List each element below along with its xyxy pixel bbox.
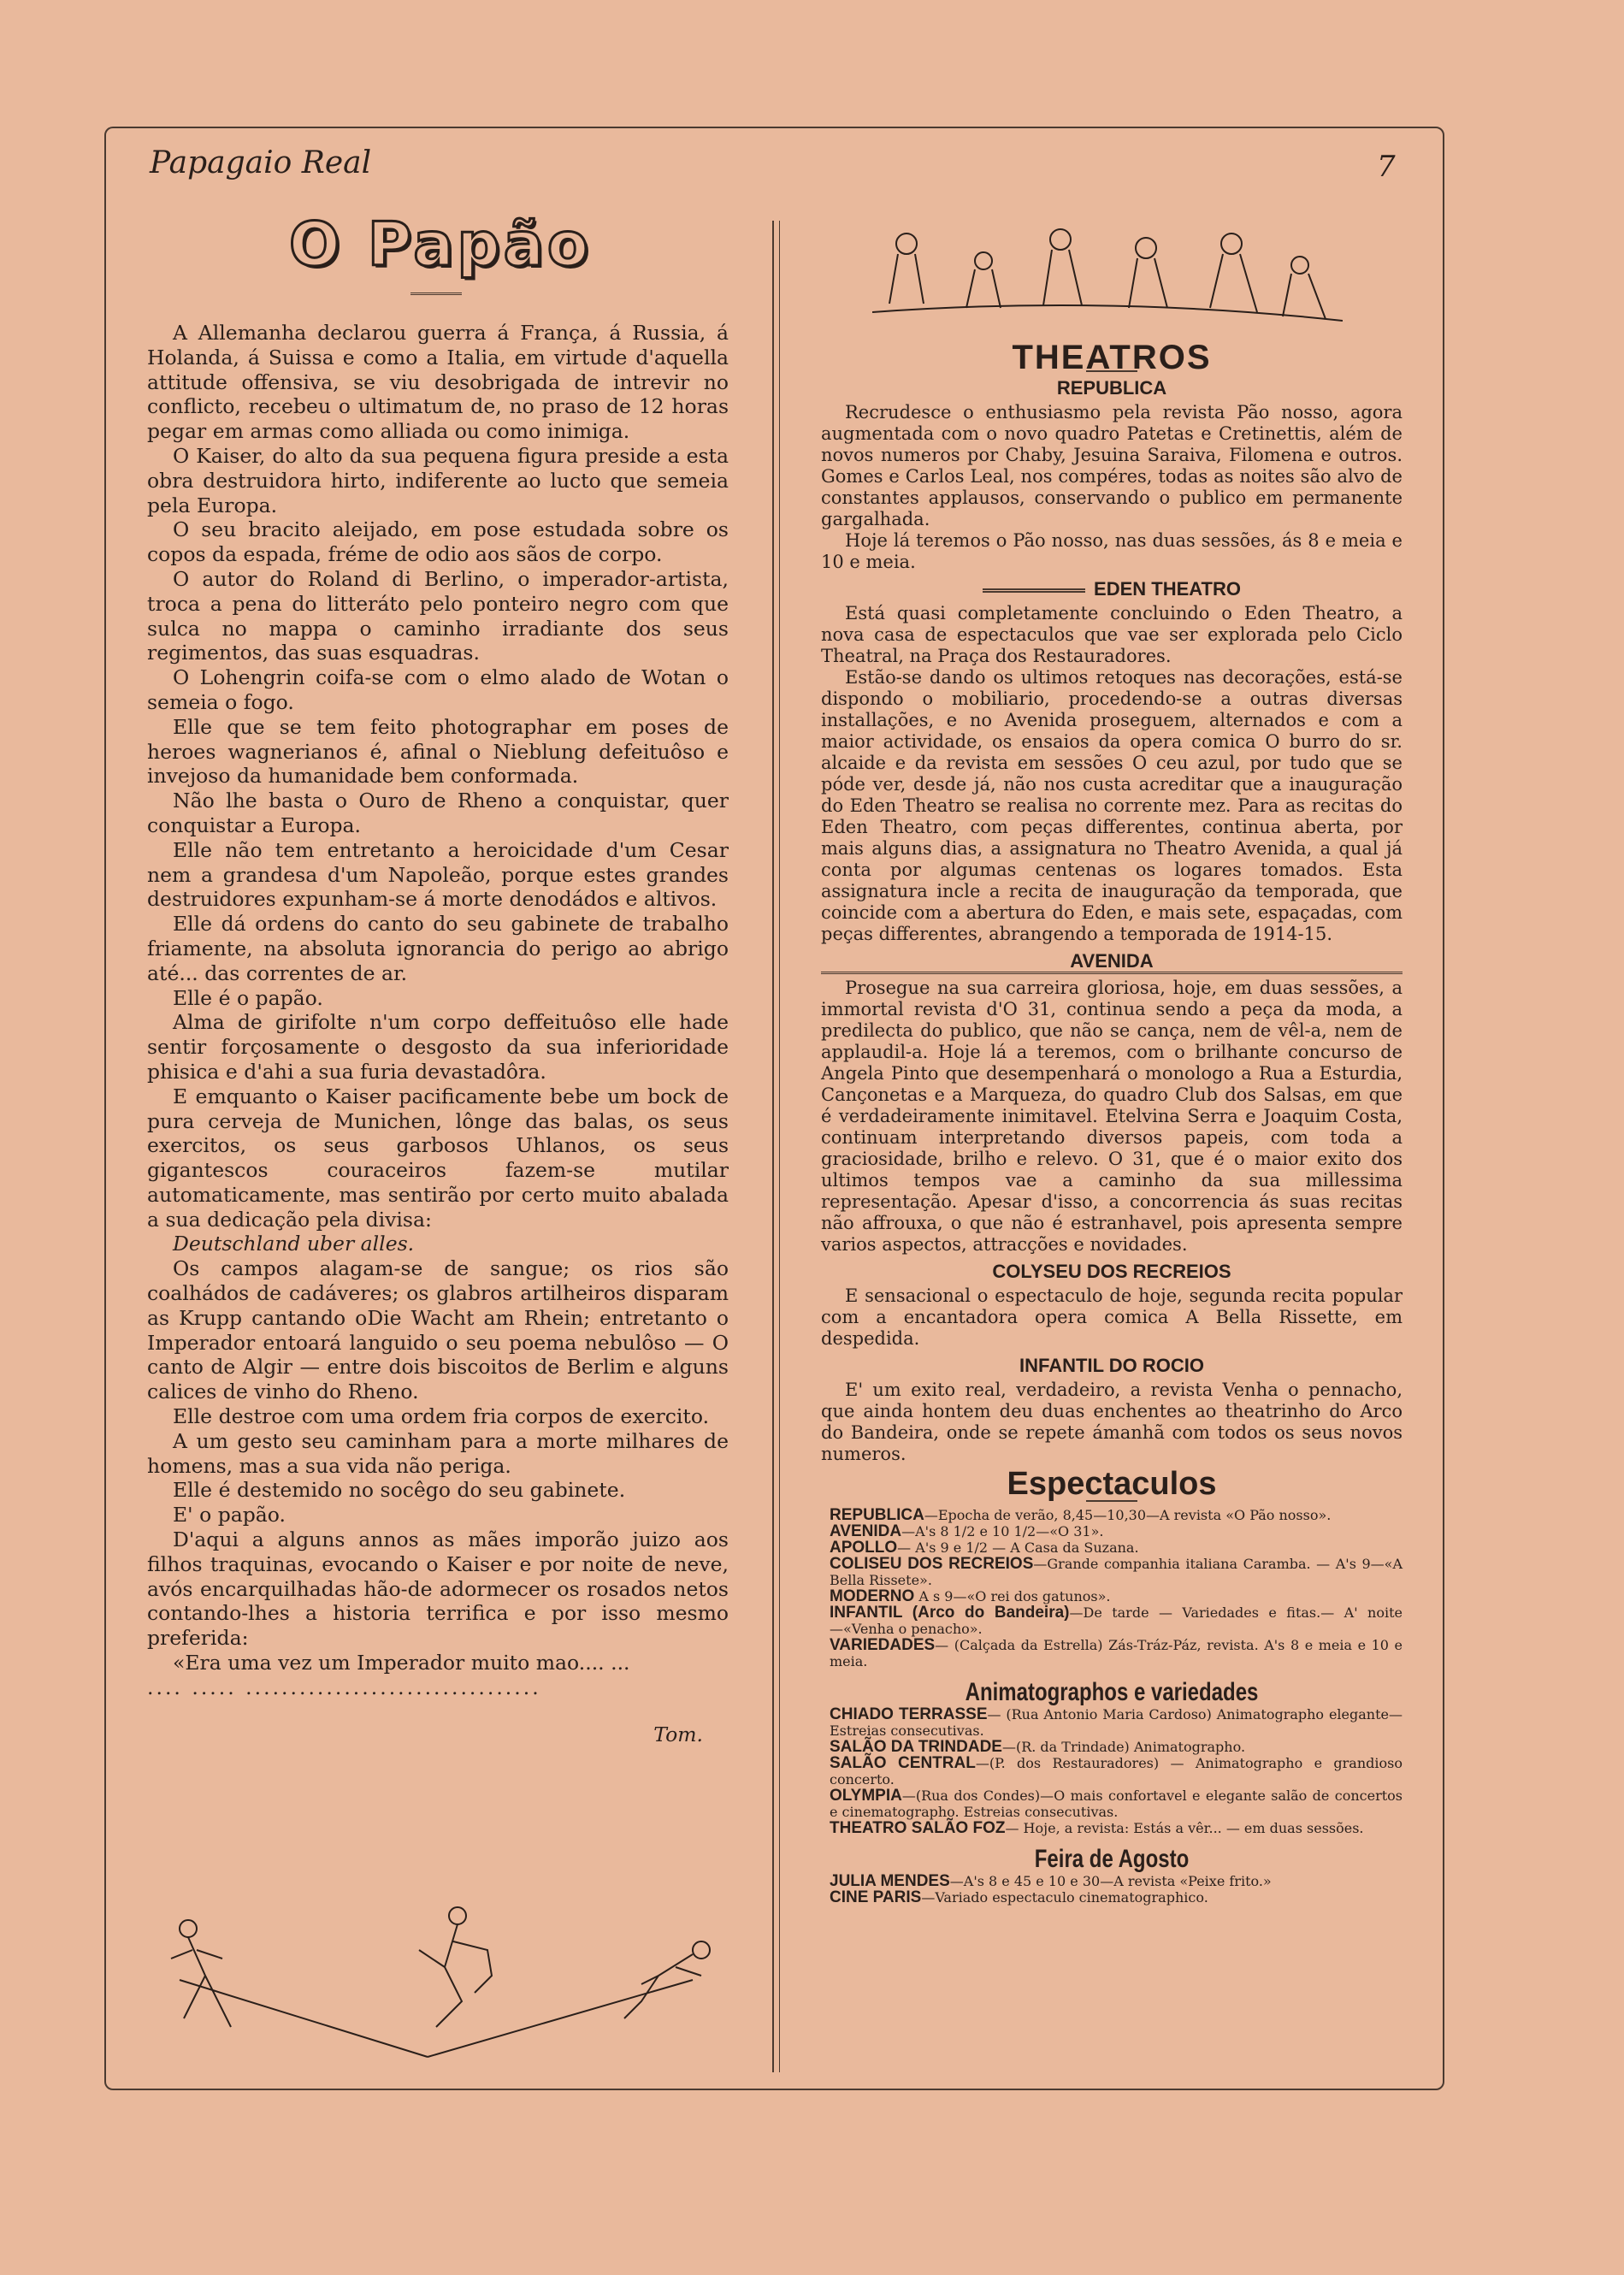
program-item [830, 1507, 1403, 1523]
program-venue: INFANTIL (Arco do Bandeira) [830, 1604, 1070, 1622]
program-item [830, 1523, 1403, 1539]
program-list [821, 1706, 1403, 1836]
program-venue: VARIEDADES [830, 1636, 936, 1654]
figure-center-body [419, 1924, 492, 2027]
program-venue: AVENIDA [830, 1522, 902, 1540]
paragraph: O Kaiser, do alto da sua pequena figura preside a esta obra destruidora hirto, indiferente ao lucto que semeia pela Europa. [147, 443, 729, 517]
program-venue: OLYMPIA [830, 1787, 902, 1805]
paragraph: Elle é destemido no socêgo do seu gabinete. [173, 1478, 626, 1503]
paragraph: D'aqui a alguns annos as mães imporão juizo aos filhos traquinas, evocando o Kaiser e por noite de neve, avós encarquilhadas hão-de adormecer os rosados netos contando-lhes a historia terrifica e por isso mesmo preferida: [147, 1528, 729, 1651]
heading-feira: Feira de Agosto [1034, 1845, 1190, 1873]
author-signature: Tom. [653, 1722, 703, 1746]
program-venue: REPUBLICA [830, 1506, 924, 1524]
figure-right-head [693, 1941, 710, 1959]
title-ornament [410, 292, 462, 295]
paragraph: E' um exito real, verdadeiro, a revista Venha o pennacho, que ainda hontem deu duas enchentes ao theatrinho do Arco do Bandeira, onde se repete ámanhã com todos os seus novos numeros. [821, 1380, 1403, 1464]
program-item [830, 1755, 1403, 1788]
paragraph: Alma de girifolte n'um corpo deffeituôso elle hade sentir forçosamente o desgosto da sua inferioridade phisica e d'ahi a sua furia devastadôra. [147, 1010, 729, 1084]
program-detail: —Variado espectaculo cinematographico. [921, 1889, 1208, 1906]
paragraph: A um gesto seu caminham para a morte milhares de homens, mas a sua vida não periga. [147, 1428, 729, 1478]
paragraph-motto: Deutschland uber alles. [173, 1232, 415, 1256]
article-title: O Papão [289, 210, 592, 280]
figure-left-head [180, 1920, 197, 1937]
program-list [821, 1507, 1403, 1669]
paragraph: Os campos alagam-se de sangue; os rios são coalhádos de cadáveres; os glabros artilheiros disparam as Krupp cantando oDie Wacht am Rhein; entretanto o Imperador entoará languido o seu poema nebulôso — O canto de Algir — entre dois biscoitos de Berlim e alguns calices de vinho do Rheno. [147, 1256, 729, 1404]
program-item [830, 1637, 1403, 1669]
program-detail: —Grande companhia italiana Caramba. — A's 9—«A Bella Rissete». [830, 1556, 1403, 1588]
program-detail: —Epocha de verão, 8,45—10,30—A revista «O Pão nosso». [924, 1507, 1332, 1523]
figure-left-body [171, 1937, 231, 2027]
program-detail: A s 9—«O rei dos gatunos». [918, 1588, 1111, 1604]
paragraph: Recrudesce o enthusiasmo pela revista Pão nosso, agora augmentada com o novo quadro Patetas e Cretinettis, além de novos numeros por Chaby, Jesuina Saraiva, Filomena e outros. Gomes e Carlos Leal, nos compéres, todas as noites são alvo de constantes applausos, conservando o publico em permanente gargalhada. [821, 402, 1403, 529]
page-number: 7 [1377, 150, 1396, 184]
heading-espectaculos: Espectaculos [1007, 1466, 1217, 1502]
paragraph: Hoje lá teremos o Pão nosso, nas duas sessões, ás 8 e meia e 10 e meia. [821, 530, 1403, 572]
paragraph: Está quasi completamente concluindo o Eden Theatro, a nova casa de espectaculos que vae ser explorada pelo Ciclo Theatral, na Praça dos Restauradores. [821, 603, 1403, 666]
caricature-illustration [162, 1899, 727, 2061]
program-item [830, 1588, 1403, 1604]
heading-infantil: INFANTIL DO ROCIO [1019, 1355, 1204, 1376]
program-detail: —(R. da Trindade) Animatographo. [1001, 1739, 1246, 1755]
paragraph: Estão-se dando os ultimos retoques nas decorações, está-se dispondo o mobiliario, procedendo-se a outras diversas installações, e no Avenida proseguem, alternados e com a maior actividade, os ensaios da opera comica O burro do sr. alcaide e da revista em sessões O ceu azul, por tudo que se póde ver, desde já, não nos custa acreditar que a inauguração do Eden Theatro se realisa no corrente mez. Para as recitas do Eden Theatro, com peças differentes, continua aberta, por mais alguns dias, a assignatura no Theatro Avenida, a qual já conta por algumas centenas os logares tomados. Esta assignatura incle a recita de inauguração da temporada, que coincide com a abertura do Eden, e mais sete, espaçadas, com peças differentes, abrangendo a temporada de 1914-15. [821, 667, 1403, 944]
program-detail: —(P. dos Restauradores) — Animatographo e grandioso concerto. [830, 1755, 1403, 1788]
dotted-line: .... ..... ................................. [147, 1675, 541, 1699]
figure-center-head [449, 1907, 466, 1924]
program-detail: — (Calçada da Estrella) Zás-Tráz-Páz, revista. A's 8 e meia e 10 e meia. [830, 1637, 1403, 1669]
program-detail: —De tarde — Variedades e fitas.— A' noite—«Venha o penacho». [830, 1604, 1403, 1637]
program-detail: — Hoje, a revista: Estás a vêr... — em duas sessões. [1005, 1820, 1364, 1836]
paragraph: E sensacional o espectaculo de hoje, segunda recita popular com a encantadora opera comica A Bella Rissette, em despedida. [821, 1285, 1403, 1349]
paragraph: Elle destroe com uma ordem fria corpos de exercito. [173, 1404, 710, 1429]
program-venue: SALÃO DA TRINDADE [830, 1738, 1002, 1756]
paragraph: Não lhe basta o Ouro de Rheno a conquistar, quer conquistar a Europa. [147, 789, 729, 837]
heading-eden [821, 578, 1403, 600]
program-venue: APOLLO [830, 1539, 898, 1557]
program-item [830, 1889, 1403, 1906]
program-detail: —A's 8 e 45 e 10 e 30—A revista «Peixe frito.» [949, 1873, 1272, 1889]
program-item [830, 1873, 1403, 1889]
heading-colyseu: COLYSEU DOS RECREIOS [992, 1261, 1231, 1282]
program-item [830, 1556, 1403, 1588]
program-venue: JULIA MENDES [830, 1872, 950, 1890]
program-venue: CINE PARIS [830, 1888, 922, 1906]
article-body [147, 321, 729, 1746]
heading-animatographos: Animatographos e variedades [965, 1678, 1259, 1706]
program-detail: — (Rua Antonio Maria Cardoso) Animatographo elegante—Estreias consecutivas. [830, 1706, 1403, 1739]
paragraph: Prosegue na sua carreira gloriosa, hoje, em duas sessões, a immortal revista d'O 31, continua sendo a peça da moda, a predilecta do publico, que não se cança, nem de vêl-a, nem de applaudil-a. Hoje lá a teremos, com o brilhante concurso de Angela Pinto que desempenhará o monologo a Rua a Esturdia, Cançonetas e a Marqueza, do quadro Club dos Salsas, em que é verdadeiramente inimitavel. Etelvina Serra e Joaquim Costa, continuam interpretando diversos papeis, com toda a graciosidade, brilho e relevo. O 31, que é o maior exito dos ultimos tempos vae a caminho da sua millessima representação. Apesar d'isso, a concorrencia ás suas recitas não affrouxa, o que não é estranhavel, pois apresenta sempre varios aspectos, attracções e novidades. [821, 978, 1403, 1255]
paragraph: O Lohengrin coifa-se com o elmo alado de Wotan o semeia o fogo. [147, 665, 729, 714]
figure-right-body [624, 1954, 701, 2018]
program-item [830, 1739, 1403, 1755]
heading-eden-label: EDEN THEATRO [1094, 578, 1241, 600]
paragraph: O seu bracito aleijado, em pose estudada sobre os copos da espada, fréme de odio aos sãos de corpo. [147, 517, 729, 567]
paragraph: Elle não tem entretanto a heroicidade d'um Cesar nem a grandesa d'um Napoleão, porque estes grandes destruidores expunham-se á morte denodádos e altivos. [147, 837, 729, 912]
heading-republica: REPUBLICA [1056, 377, 1167, 399]
paragraph: «Era uma vez um Imperador muito mao.... ... [173, 1651, 630, 1675]
magazine-title: Papagaio Real [150, 145, 372, 180]
program-item [830, 1604, 1403, 1637]
program-venue: SALÃO CENTRAL [830, 1754, 976, 1772]
paragraph: O autor do Roland di Berlino, o imperador-artista, troca a pena do litteráto pelo ponteiro negro com que sulca no mappa o caminho irradiante dos seus regimentos, das suas esquadras. [147, 566, 729, 665]
program-item [830, 1539, 1403, 1556]
program-detail: —(Rua dos Condes)—O mais confortavel e elegante salão de concertos e cinematographo. Estreias consecutivas. [830, 1788, 1403, 1820]
program-item [830, 1788, 1403, 1820]
paragraph: E emquanto o Kaiser pacificamente bebe um bock de pura cerveja de Munichen, lônge das balas, os seus exercitos, os seus garbosos Uhlanos, os seus gigantescos couraceiros fazem-se mutilar automaticamente, mas sentirão por certo muito abalada a sua dedicação pela divisa: [147, 1084, 729, 1232]
paragraph: Elle é o papão. [173, 985, 323, 1010]
column-divider [772, 221, 774, 2072]
program-venue: MODERNO [830, 1587, 915, 1605]
paragraph: A Allemanha declarou guerra á França, á Russia, á Holanda, á Suissa e como a Italia, em virtude d'aquella attitude offensiva, se viu desobrigada de intrevir no conflicto, recebeu o ultimatum de, no praso de 12 horas pegar em armas como alliada ou como inimiga. [147, 321, 729, 444]
program-venue: THEATRO SALÃO FOZ [830, 1819, 1006, 1837]
paragraph: Elle que se tem feito photographar em poses de heroes wagnerianos é, afinal o Nieblung defeituôso e invejoso da humanidade bem conformada. [147, 714, 729, 789]
theatre-column [821, 221, 1403, 1906]
section-title-theatros: THEATROS [1012, 339, 1212, 376]
program-item [830, 1706, 1403, 1739]
program-venue: CHIADO TERRASSE [830, 1705, 988, 1723]
program-detail: —A's 8 1/2 e 10 1/2—«O 31». [901, 1523, 1104, 1539]
column-divider-inner [779, 221, 780, 2072]
program-detail: — A's 9 e 1/2 — A Casa da Suzana. [897, 1539, 1139, 1556]
paragraph: E' o papão. [173, 1503, 286, 1528]
program-item [830, 1820, 1403, 1836]
program-venue: COLISEU DOS RECREIOS [830, 1555, 1034, 1573]
heading-avenida: AVENIDA [821, 950, 1403, 974]
paragraph: Elle dá ordens do canto do seu gabinete de trabalho friamente, na absoluta ignorancia do perigo ao abrigo até... das correntes de ar. [147, 912, 729, 985]
heading-rule [983, 588, 1085, 593]
program-list [821, 1873, 1403, 1906]
